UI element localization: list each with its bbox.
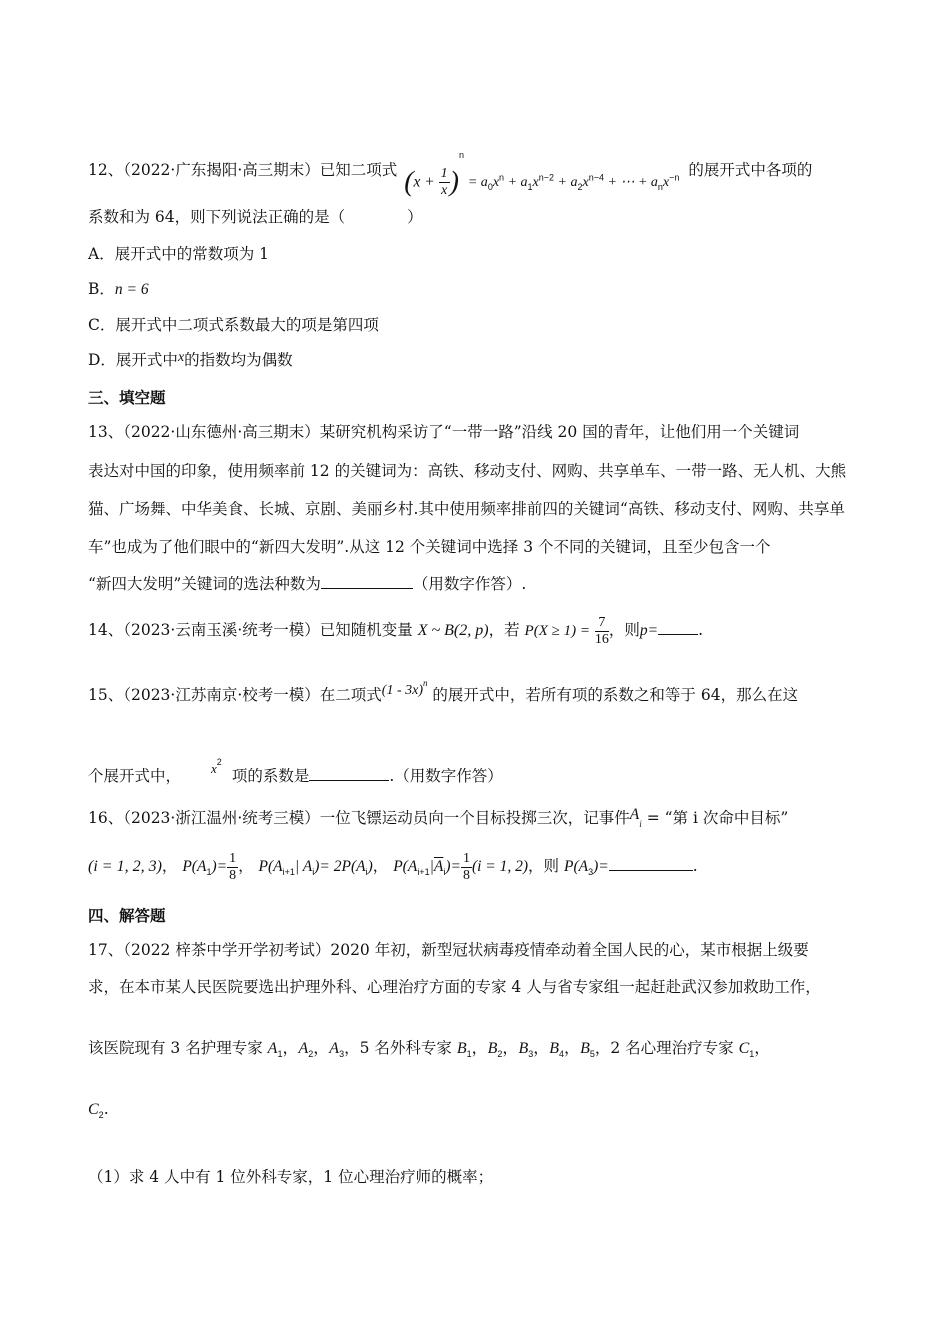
q17-therapist-c2: $C_2$: [88, 1101, 104, 1121]
q14-mid: ，若: [488, 621, 520, 639]
q12-option-c: C．展开式中二项式系数最大的项是第四项: [88, 316, 379, 334]
q13-line2: 表达对中国的印象，使用频率前 12 的关键词为：高铁、移动支付、网购、共享单车、一带一路、无人机、大熊: [88, 462, 847, 480]
q17-sub1: （1）求 4 人中有 1 位外科专家，1 位心理治疗师的概率；: [88, 1168, 494, 1186]
q16-range2: (i = 1, 2): [471, 858, 529, 875]
q14-then: ，则: [608, 621, 640, 639]
q12-option-b: [88, 277, 149, 299]
q12-binomial: (x + $\frac{1}{x}$ )$^n = a_0x^n + a_1x^{n-2} + a_2x^{n-4}$ + ⋯ + $a_nx^{-n}$: [404, 150, 680, 198]
q16-frac1-den: 8: [229, 867, 237, 883]
q13-line4: 车”也成为了他们眼中的“新四大发明”.从这 12 个关键词中选择 3 个不同的关键词，且至少包含一个: [88, 538, 771, 556]
q16-cond-text: P(A: [258, 858, 283, 875]
q16-cond2-text: P(A: [393, 858, 418, 875]
q14-fraction: [595, 615, 609, 648]
q14-p-equals: p=: [639, 622, 659, 639]
q16-event: A: [629, 806, 640, 823]
q17-line3-b: ，5 名外科专家: [344, 1039, 452, 1057]
q12-suffix: 的展开式中各项的: [688, 161, 813, 180]
q16-prefix: 16、（2023·浙江温州·统考三模）一位飞镖运动员向一个目标投掷三次，记事件: [88, 809, 630, 827]
q15-line2-a: 个展开式中，: [88, 767, 182, 785]
q12-option-d-tail: 的指数均为偶数: [184, 351, 293, 369]
q16-suffix: = “第 i 次命中目标”: [646, 809, 789, 827]
q12-line2: 系数和为 64，则下列说法正确的是（ ）: [88, 208, 423, 226]
section-4-heading: 四、解答题: [88, 906, 166, 925]
q17-nurses: $A_1$，$A_2$，$A_3$: [267, 1040, 345, 1060]
q15-expression: (1 - 3x): [381, 683, 423, 698]
q17-surgeons: $B_1$，$B_2$，$B_3$，$B_4$，$B_5$: [456, 1040, 595, 1060]
q14-probability: P(X ≥ 1) =: [524, 623, 590, 639]
q16-pa1: $P(A_1)=$: [182, 858, 228, 878]
q16-answer-blank[interactable]: [609, 870, 693, 871]
q13-last-prefix: “新四大发明”关键词的选法种数为: [88, 575, 321, 593]
q14-denominator: 16: [594, 631, 609, 647]
q17-line3-a: 该医院现有 3 名护理专家: [88, 1039, 263, 1057]
q15-line2-c: .（用数字作答）: [389, 767, 503, 785]
section-3-heading: 三、填空题: [88, 388, 166, 407]
q16-frac2-den: 8: [462, 867, 470, 883]
q12-prefix: 12、（2022·广东揭阳·高三期末）已知二项式: [88, 161, 398, 180]
q13-last-suffix: （用数字作答）.: [412, 575, 527, 593]
q16-line1: [88, 806, 788, 829]
q16-range: (i = 1, 2, 3): [88, 858, 162, 875]
q12-line1: [88, 140, 813, 198]
q16-frac1: [227, 851, 238, 884]
q15-line2: [88, 757, 503, 786]
q12-option-a: A．展开式中的常数项为 1: [88, 245, 269, 263]
q15-line2-b: 项的系数是: [231, 767, 310, 785]
q15-suffix: 的展开式中，若所有项的系数之和等于 64，那么在这: [432, 686, 799, 704]
q16-frac2: [461, 851, 472, 884]
q16-rhs: = $2P(A_i)$: [319, 858, 373, 878]
q13-line1: 13、（2022·山东德州·高三期末）某研究机构采访了“一带一路”沿线 20 国的青年，让他们用一个关键词: [88, 423, 800, 441]
q16-event-sub: i: [639, 819, 642, 830]
q15-x-exp: 2: [216, 757, 222, 767]
q16-frac1-num: 1: [229, 850, 237, 866]
q16-pa1-text: P(A: [182, 858, 207, 875]
q15-line1: [88, 678, 798, 705]
q15-prefix: 15、（2023·江苏南京·校考一模）在二项式: [88, 686, 382, 704]
q14-answer-blank[interactable]: [658, 634, 698, 635]
q16-pa3: $P(A_3)=$: [563, 858, 609, 878]
q15-answer-blank[interactable]: [309, 780, 389, 781]
q12-option-d-label: D．展开式中: [88, 351, 178, 369]
q14-prefix: 14、（2023·云南玉溪·统考一模）已知随机变量: [88, 621, 413, 639]
q17-line3: [88, 1030, 770, 1066]
q16-rhs-text: = 2P(A: [319, 858, 366, 875]
q15-exponent: n: [422, 678, 428, 688]
q13-answer-blank[interactable]: [321, 588, 413, 589]
q17-line3-c: ，2 名心理治疗专家: [594, 1039, 734, 1057]
q16-pa3-text: P(A: [563, 858, 589, 875]
q12-option-d: [88, 348, 293, 370]
q16-line2: (i = 1, 2, 3)， $P(A_1)=$ $\frac{1}{8}$ ， $P(A_{i+1}|$ $A_i)= 2P(A_i)$， $P(A_{i+1}|\overline{A}_i)=$ $\frac{1}{8}$ (i = 1, 2)，则 $P(A_3)=$ .: [88, 850, 698, 883]
q16-frac2-num: 1: [462, 850, 470, 866]
q16-end: .: [692, 857, 698, 875]
q17-line4: [88, 1100, 109, 1120]
q14-line: [88, 612, 703, 648]
q14-end: .: [698, 621, 704, 639]
q17-therapist-c1: $C_1$，: [738, 1040, 771, 1060]
q17-line1: 17、（2022 梓茶中学开学初考试）2020 年初，新型冠状病毒疫情牵动着全国人民的心，某市根据上级要: [88, 941, 809, 959]
q14-distribution: X ~ B(2, p): [417, 622, 489, 639]
q17-line4-end: .: [103, 1100, 109, 1118]
q17-line2: 求，在本市某人民医院要选出护理外科、心理治疗方面的专家 4 人与省专家组一起赶赴武汉参加救助工作，: [88, 978, 821, 996]
q16-ask: ，则: [528, 857, 560, 875]
q12-option-d-var: x: [177, 350, 185, 365]
q13-line3: 猫、广场舞、中华美食、长城、京剧、美丽乡村.其中使用频率排前四的关键词“高铁、移动支付、网购、共享单: [88, 500, 845, 518]
q16-conditional2: $P(A_{i+1}|\overline{A}_i)=$: [393, 858, 461, 878]
q13-line5: [88, 572, 526, 594]
q15-x: x: [211, 761, 217, 776]
q16-conditional: $P(A_{i+1}|$ $A_i$): [258, 858, 320, 878]
q14-numerator: 7: [595, 615, 609, 632]
q12-option-b-math: n = 6: [114, 281, 149, 298]
q12-option-b-label: B．: [88, 280, 115, 298]
